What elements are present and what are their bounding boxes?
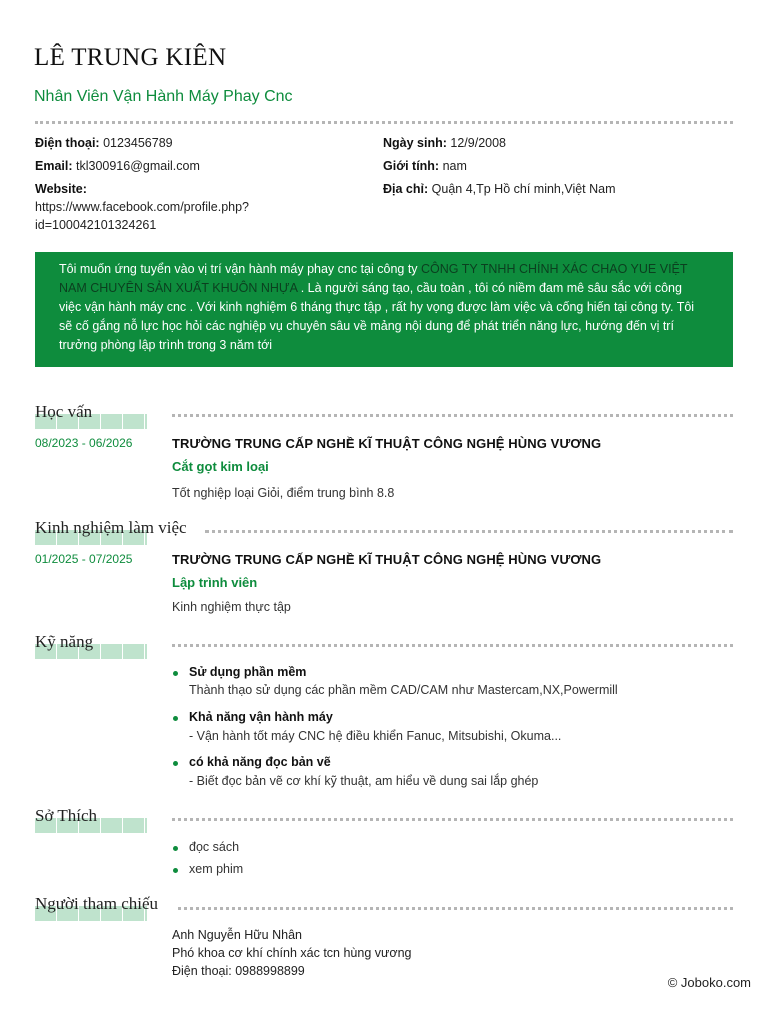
gender-value: nam <box>442 159 467 173</box>
skill-bullet <box>173 671 178 676</box>
dob-label: Ngày sinh: <box>383 136 447 150</box>
education-title: Học vấn <box>35 402 93 421</box>
references-divider <box>178 907 733 910</box>
skills-title: Kỹ năng <box>35 632 94 651</box>
address-row <box>383 180 616 198</box>
phone-row <box>35 134 173 152</box>
phone-label: Điện thoại: <box>35 136 100 150</box>
experience-divider <box>205 530 733 533</box>
phone-value: 0123456789 <box>103 136 173 150</box>
experience-company: TRƯỜNG TRUNG CẤP NGHỀ KĨ THUẬT CÔNG NGHỆ HÙNG VƯƠNG <box>172 552 602 567</box>
dob-row <box>383 134 506 152</box>
address-value: Quận 4,Tp Hồ chí minh,Việt Nam <box>431 182 616 196</box>
email-row <box>35 157 200 175</box>
hobby-item: xem phim <box>189 862 244 876</box>
references-title: Người tham chiếu <box>35 894 159 913</box>
education-date: 08/2023 - 06/2026 <box>35 436 133 450</box>
skill-description: - Vận hành tốt máy CNC hệ điều khiển Fanuc, Mitsubishi, Okuma... <box>189 729 562 743</box>
education-school: TRƯỜNG TRUNG CẤP NGHỀ KĨ THUẬT CÔNG NGHỆ HÙNG VƯƠNG <box>172 436 602 451</box>
website-label: Website: <box>35 182 87 196</box>
target-company: CÔNG TY TNHH CHÍNH XÁC CHAO YUE VIỆT NAM CHUYÊN SẢN XUẤT KHUÔN NHỰA <box>59 262 688 295</box>
skill-description: Thành thạo sử dụng các phần mềm CAD/CAM như Mastercam,NX,Powermill <box>189 683 618 697</box>
website-value-line1[interactable]: https://www.facebook.com/profile.php? <box>35 200 250 214</box>
email-value[interactable]: tkl300916@gmail.com <box>76 159 200 173</box>
hobby-bullet <box>173 868 178 873</box>
candidate-name: LÊ TRUNG KIÊN <box>34 44 227 71</box>
career-objective <box>35 252 733 367</box>
skill-name: Khả năng vận hành máy <box>189 710 333 724</box>
reference-name: Anh Nguyễn Hữu Nhân <box>172 928 302 942</box>
header-divider <box>35 121 733 124</box>
education-major: Cắt gọt kim loại <box>172 459 269 474</box>
hobby-item: đọc sách <box>189 840 240 854</box>
skills-divider <box>172 644 733 647</box>
email-label: Email: <box>35 159 73 173</box>
skill-name: Sử dụng phần mềm <box>189 665 307 679</box>
hobbies-divider <box>172 818 733 821</box>
gender-row <box>383 157 467 175</box>
experience-position: Lập trình viên <box>172 575 258 590</box>
skill-name: có khả năng đọc bản vẽ <box>189 755 331 769</box>
skill-description: - Biết đọc bản vẽ cơ khí kỹ thuật, am hiểu về dung sai lắp ghép <box>189 774 539 788</box>
skill-bullet <box>173 761 178 766</box>
website-row <box>35 180 285 234</box>
copyright-footer[interactable]: © Joboko.com <box>667 975 751 990</box>
experience-detail: Kinh nghiệm thực tập <box>172 600 291 614</box>
education-detail: Tốt nghiệp loại Giỏi, điểm trung bình 8.8 <box>172 486 395 500</box>
objective-text-start: Tôi muốn ứng tuyển vào vị trí vận hành máy phay cnc tại công ty <box>59 262 422 276</box>
gender-label: Giới tính: <box>383 159 440 173</box>
reference-position: Phó khoa cơ khí chính xác tcn hùng vương <box>172 946 412 960</box>
job-title: Nhân Viên Vận Hành Máy Phay Cnc <box>34 88 293 105</box>
hobbies-title: Sở Thích <box>35 806 98 825</box>
address-label: Địa chỉ: <box>383 182 429 196</box>
website-value-line2[interactable]: id=100042101324261 <box>35 218 157 232</box>
objective-text-end: . Là người sáng tạo, cầu toàn , tôi có niềm đam mê sâu sắc với công việc vận hành máy cnc . Với kinh nghiệm 6 tháng thực tập , rất hy vọng được làm việc và cống hiến tại công ty. Tôi sẽ cố gắng nỗ lực học hỏi các nghiệp vụ chuyên sâu về mảng nội dung để phát triển năng lực, hướng đến vị trí trưởng phòng lập trình trong 3 năm tới <box>59 281 695 352</box>
skill-bullet <box>173 716 178 721</box>
dob-value: 12/9/2008 <box>450 136 506 150</box>
hobby-bullet <box>173 846 178 851</box>
reference-phone: Điện thoại: 0988998899 <box>172 964 305 978</box>
experience-date: 01/2025 - 07/2025 <box>35 552 133 566</box>
education-divider <box>172 414 733 417</box>
experience-title: Kinh nghiệm làm việc <box>35 518 187 537</box>
